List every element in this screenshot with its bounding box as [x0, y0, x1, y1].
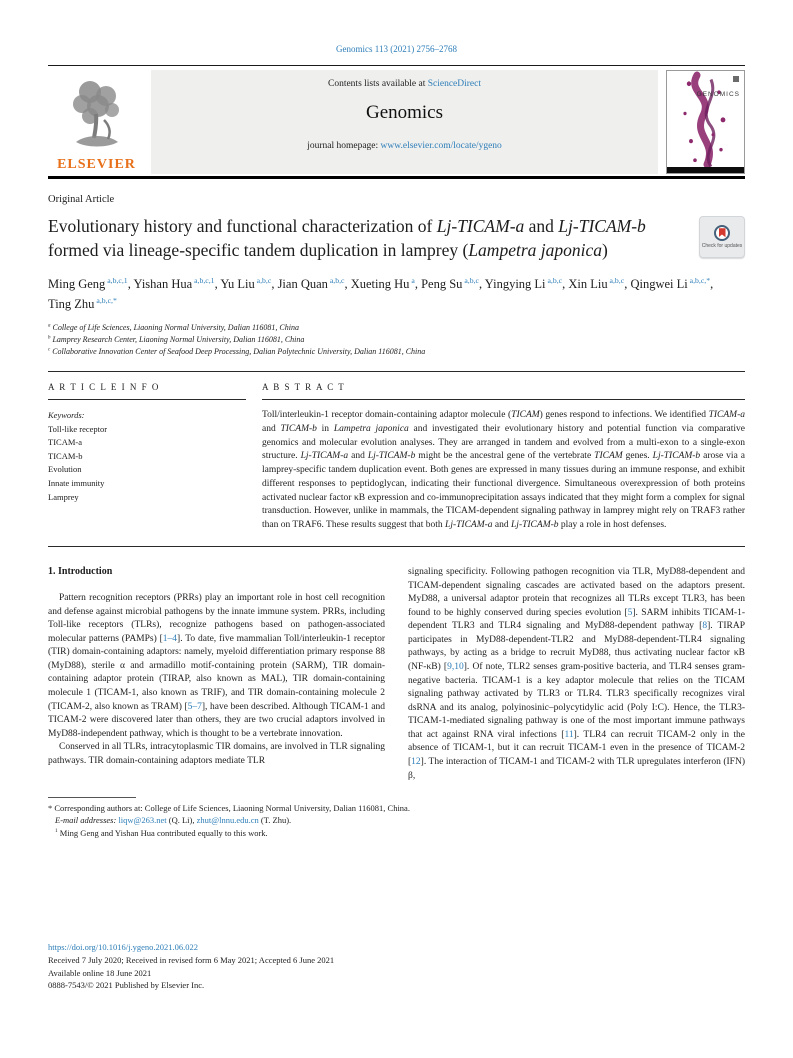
- article-info-column: [48, 382, 246, 533]
- cover-bottom-bar: [667, 167, 744, 173]
- abstract-text: Toll/interleukin-1 receptor domain-containing adaptor molecule (TICAM) genes respond to infections. We identified TICAM-a and TICAM-b in Lampetra japonica and investigated their evolutionary history and potential function via comparative genomics and molecular evolution analyses. They are arranged in tandem and evolved from a multi-exon to a single-exon structure. Lj-TICAM-a and Lj-TICAM-b might be the ancestral gene of the vertebrate TICAM genes. Lj-TICAM-b arose via a lamprey-specific tandem duplication event. Both genes are expressed in many tissues during an immune response, and exhibit different responses to peptidoglycan, indicating their functional divergence. Simultaneous overexpression of both proteins activated nuclear factor κB expression and co-immunoprecipitation assays indicated that they might form a complex for signal transduction. However, unlike in mammals, the TICAM-dependent signaling pathway in lamprey might rely on TRAF3 rather than on TRAF6. These results suggest that both Lj-TICAM-a and Lj-TICAM-b play a role in host defenses.: [262, 410, 746, 531]
- imprint-block: [48, 941, 334, 992]
- keyword-item: Evolution: [48, 464, 82, 475]
- intro-paragraph-1: Pattern recognition receptors (PRRs) play an important role in host cell recognition and defense against microbial pathogens by the innate immune system. PRRs, including Toll-like receptors (TLRs), recognize pathogens based on pathogen-associated molecular patterns (PAMPs) [1–4]. To date, five mammalian Toll/interleukin-1 receptor (TIR) domain-containing adaptors: namely, myeloid differentiation primary response 88 (MyD88), sterile α and armadillo motif-containing protein (SARM), TIR domain-containing adaptor protein (TIRAP, also known as MAL), TIR domain-containing molecule 1 (TICAM-1, also known as TRIF), and TIR domain-containing molecule 2 (TICAM-2, also known as TRAM) [5–7], have been described. Although TICAM-1 and TICAM-2 were discovered later than others, they are two crucial adaptors involved in MyD88-independent pathway, which is thought to be a vertebrate innovation.: [48, 592, 385, 739]
- journal-citation: Genomics 113 (2021) 2756–2768: [336, 44, 457, 54]
- footnote-line: $^1$ Ming Geng and Yishan Hua contributed equally to this work.: [55, 827, 268, 838]
- abstract-rule: [262, 399, 745, 400]
- journal-cover-thumbnail[interactable]: [666, 70, 745, 174]
- article-info-rule: [48, 399, 246, 400]
- inline-link[interactable]: 8: [702, 621, 708, 632]
- contents-prefix: Contents lists available at: [327, 79, 428, 89]
- footnote-line: E-mail addresses: liqw@263.net (Q. Li), zhut@lnnu.edu.cn (T. Zhu).: [55, 815, 292, 826]
- keywords-list: [48, 423, 246, 505]
- affiliation-line: $^c$ Collaborative Innovation Center of Seafood Deep Processing, Dalian Polytechnic University, Dalian 116081, China: [48, 347, 426, 357]
- crossmark-icon: [714, 225, 730, 241]
- homepage-prefix: journal homepage:: [307, 141, 381, 151]
- section-divider-bottom: [48, 546, 745, 547]
- footnote-line: * Corresponding authors at: College of Life Sciences, Liaoning Normal University, Dalian 116081, China.: [48, 803, 410, 814]
- banner-center: [151, 70, 658, 174]
- abstract-heading: A B S T R A C T: [262, 382, 346, 393]
- intro-paragraph-3: signaling specificity. Following pathogen recognition via TLR, MyD88-dependent and TICAM-dependent signaling cascades are activated based on the adaptors present. MyD88, a universal adaptor protein that recognizes all TLRs except TLR3, has been found to be highly conserved during species evolution [5]. SARM inhibits TICAM-1-dependent TLR3 and TLR4 signaling and MyD88-dependent pathway [8]. TIRAP participates in MyD88-dependent-TLR2 and MyD88-dependent-TLR4 signaling pathways, by acting as a bridge to recruit MyD88, thus activating nuclear factor κB (NF-κB) [9,10]. Of note, TLR2 senses gram-positive bacteria, and TLR4 senses gram-negative bacteria. TICAM-1 is a key adaptor molecule that relies on the TICAM signaling pathway activated by TLR3 or TLR4. TLR3 specifically recognizes viral dsRNA and its analog, polyinosinic–polycytidylic acid (Poly I:C). Hence, the TLR3-TICAM-1-mediated signaling pathway is one of the most important immune pathways that act against RNA viral infections [11]. TLR4 can recruit TICAM-2 only in the absence of TICAM-1, but it can recruit TICAM-1 even in the presence of TICAM-2 [12]. The interaction of TICAM-1 and TICAM-2 with TLR upregulates interferon (IFN) β,: [408, 566, 746, 781]
- check-updates-label: Check for updates: [701, 242, 743, 249]
- keyword-item: TICAM-a: [48, 437, 82, 448]
- elsevier-logo[interactable]: [48, 70, 145, 174]
- imprint-line: [48, 941, 334, 954]
- keyword-item: Lamprey: [48, 491, 79, 502]
- inline-link[interactable]: https://doi.org/10.1016/j.ygeno.2021.06.022: [48, 942, 199, 952]
- inline-link[interactable]: 1–4: [162, 633, 178, 644]
- body-left-column: [48, 566, 385, 783]
- keyword-item: TICAM-b: [48, 450, 83, 461]
- imprint-line: Available online 18 June 2021: [48, 967, 152, 978]
- header-divider: [48, 65, 745, 66]
- body-right-column: [408, 566, 745, 783]
- check-for-updates-badge[interactable]: [699, 216, 745, 258]
- journal-title: Genomics: [365, 102, 444, 123]
- affiliation-line: $^a$ College of Life Sciences, Liaoning Normal University, Dalian 116081, China: [48, 323, 299, 333]
- elsevier-tree-icon: [64, 76, 130, 156]
- cover-artwork-icon: [667, 71, 744, 173]
- sciencedirect-link[interactable]: ScienceDirect: [427, 79, 481, 89]
- inline-link[interactable]: 12: [411, 757, 421, 768]
- intro-paragraph-2: Conserved in all TLRs, intracytoplasmic TIR domains, are involved in TLR signaling pathways. TIR domain-containing adaptors mediate TLR: [48, 742, 385, 766]
- imprint-line: 0888-7543/© 2021 Published by Elsevier Inc.: [48, 980, 205, 991]
- imprint-line: Received 7 July 2020; Received in revised form 6 May 2021; Accepted 6 June 2021: [48, 954, 335, 965]
- homepage-line: [151, 141, 658, 151]
- affiliations: [48, 322, 745, 358]
- keyword-item: Innate immunity: [48, 478, 105, 488]
- cover-title: GENOMICS: [696, 91, 740, 98]
- footnotes: [48, 797, 745, 839]
- paper-title: Evolutionary history and functional characterization of Lj-TICAM-a and Lj-TICAM-b formed via lineage-specific tandem duplication in lamprey (Lampetra japonica): [48, 216, 646, 261]
- author-list: Ming Geng $^{a,b,c,1}$, Yishan Hua $^{a,b,c,1}$, Yu Liu $^{a,b,c}$, Jian Quan $^{a,b,c}$, Xueting Hu $^a$, Peng Su $^{a,b,c}$, Yingying Li $^{a,b,c}$, Xin Liu $^{a,b,c}$, Qingwei Li $^{a,b,c,*}$, Ting Zhu $^{a,b,c,*}$: [48, 276, 714, 311]
- inline-link[interactable]: liqw@263.net: [118, 815, 167, 826]
- contents-line: [151, 79, 658, 89]
- article-info-heading: A R T I C L E I N F O: [48, 382, 160, 393]
- banner-divider: [48, 176, 745, 179]
- abstract-column: [262, 382, 745, 533]
- footnote-lines: [48, 802, 745, 839]
- inline-link[interactable]: 5: [627, 607, 633, 618]
- elsevier-wordmark: ELSEVIER: [57, 157, 136, 172]
- inline-link[interactable]: zhut@lnnu.edu.cn: [196, 815, 259, 826]
- article-type-label: Original Article: [48, 194, 115, 205]
- homepage-link[interactable]: www.elsevier.com/locate/ygeno: [380, 141, 502, 151]
- inline-link[interactable]: 5–7: [187, 701, 202, 712]
- journal-banner: [48, 70, 745, 174]
- inline-link[interactable]: 9,10: [447, 661, 464, 672]
- footnote-rule: [48, 797, 136, 798]
- affiliation-line: $^b$ Lamprey Research Center, Liaoning Normal University, Dalian 116081, China: [48, 335, 305, 345]
- keyword-item: Toll-like receptor: [48, 423, 108, 434]
- keywords-label: Keywords:: [48, 410, 85, 421]
- inline-link[interactable]: 11: [564, 729, 574, 740]
- introduction-heading: 1. Introduction: [48, 565, 113, 577]
- cover-corner-glyph-icon: [733, 76, 739, 82]
